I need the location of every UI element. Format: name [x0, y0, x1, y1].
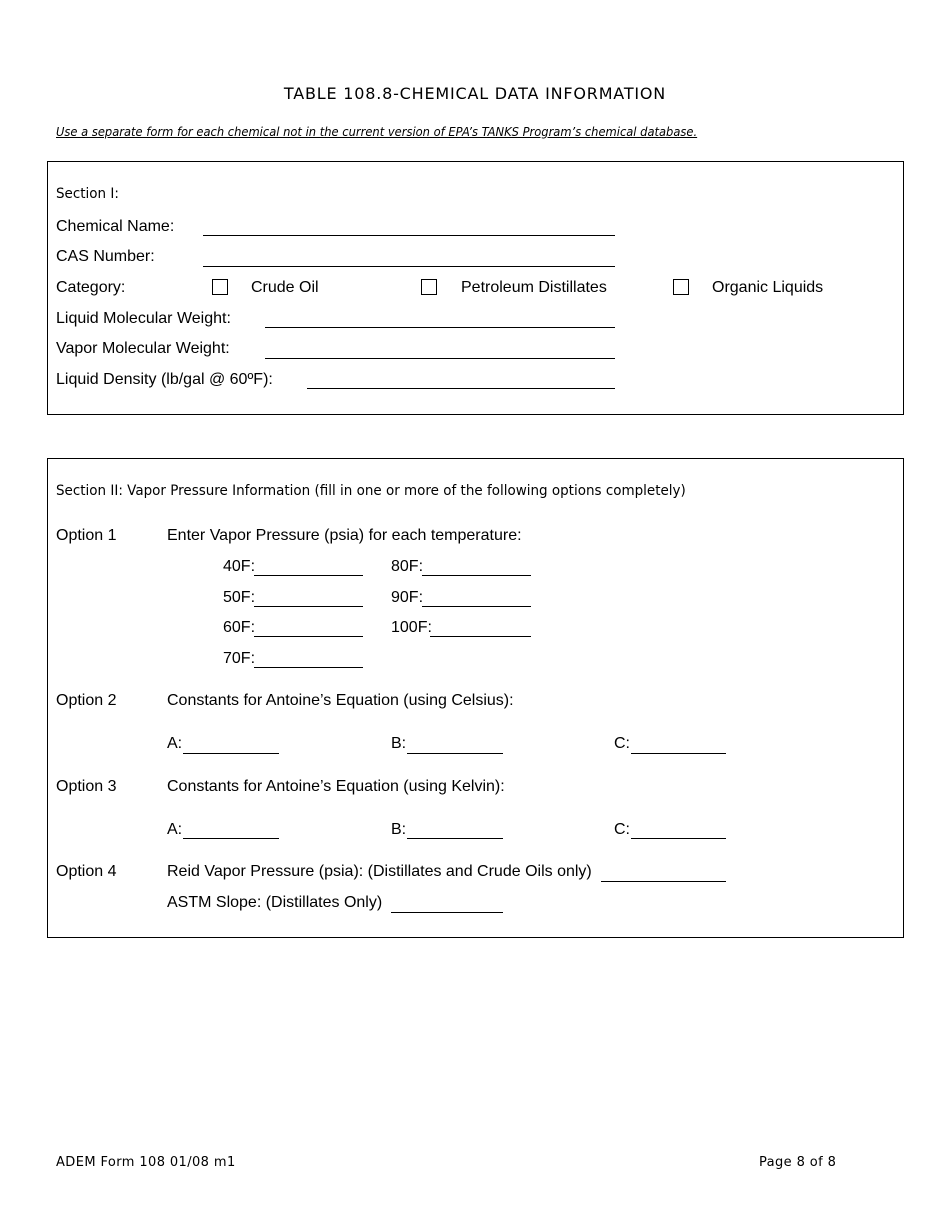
page-title: TABLE 108.8-CHEMICAL DATA INFORMATION: [283, 84, 667, 103]
temp-90f-field[interactable]: [422, 606, 531, 607]
kelvin-b-label: B:: [391, 821, 407, 838]
crude-oil-checkbox[interactable]: [212, 279, 228, 295]
instruction-note: Use a separate form for each chemical not in the current version of EPA’s TANKS Program’s chemical database.: [56, 124, 698, 139]
liquid-mw-field[interactable]: [265, 327, 615, 328]
celsius-a-field[interactable]: [183, 753, 279, 754]
rvp-label: Reid Vapor Pressure (psia): (Distillates and Crude Oils only): [167, 863, 592, 880]
temp-100f-label: 100F:: [391, 619, 432, 636]
temp-90f-label: 90F:: [391, 589, 424, 606]
option-1-label: Option 1: [56, 527, 117, 544]
organic-liquids-label: Organic Liquids: [712, 279, 824, 296]
celsius-c-field[interactable]: [631, 753, 726, 754]
vapor-mw-label: Vapor Molecular Weight:: [56, 340, 230, 357]
form-identifier: ADEM Form 108 01/08 m1: [56, 1155, 236, 1170]
option-3-text: Constants for Antoine’s Equation (using Kelvin):: [167, 778, 505, 795]
temp-80f-field[interactable]: [422, 575, 531, 576]
section-1-heading: Section I:: [56, 186, 119, 202]
temp-40f-label: 40F:: [223, 558, 256, 575]
temp-60f-label: 60F:: [223, 619, 256, 636]
celsius-a-label: A:: [167, 735, 183, 752]
celsius-b-field[interactable]: [407, 753, 503, 754]
celsius-b-label: B:: [391, 735, 407, 752]
kelvin-b-field[interactable]: [407, 838, 503, 839]
astm-slope-field[interactable]: [391, 912, 503, 913]
petroleum-distillates-checkbox[interactable]: [421, 279, 437, 295]
rvp-field[interactable]: [601, 881, 726, 882]
option-1-text: Enter Vapor Pressure (psia) for each temperature:: [167, 527, 522, 544]
temp-80f-label: 80F:: [391, 558, 424, 575]
cas-number-label: CAS Number:: [56, 248, 155, 265]
page-number: Page 8 of 8: [759, 1155, 837, 1170]
crude-oil-label: Crude Oil: [251, 279, 319, 296]
kelvin-a-field[interactable]: [183, 838, 279, 839]
liquid-density-field[interactable]: [307, 388, 615, 389]
chemical-name-label: Chemical Name:: [56, 218, 175, 235]
petroleum-distillates-label: Petroleum Distillates: [461, 279, 607, 296]
temp-70f-label: 70F:: [223, 650, 256, 667]
organic-liquids-checkbox[interactable]: [673, 279, 689, 295]
temp-50f-field[interactable]: [254, 606, 363, 607]
temp-100f-field[interactable]: [430, 636, 531, 637]
category-label: Category:: [56, 279, 126, 296]
temp-50f-label: 50F:: [223, 589, 256, 606]
option-2-text: Constants for Antoine’s Equation (using Celsius):: [167, 692, 514, 709]
temp-40f-field[interactable]: [254, 575, 363, 576]
option-2-label: Option 2: [56, 692, 117, 709]
section-2-heading: Section II: Vapor Pressure Information (fill in one or more of the following options completely): [56, 483, 686, 499]
kelvin-c-field[interactable]: [631, 838, 726, 839]
liquid-density-label: Liquid Density (lb/gal @ 60ºF):: [56, 371, 273, 388]
option-3-label: Option 3: [56, 778, 117, 795]
cas-number-field[interactable]: [203, 266, 615, 267]
kelvin-a-label: A:: [167, 821, 183, 838]
kelvin-c-label: C:: [614, 821, 630, 838]
celsius-c-label: C:: [614, 735, 630, 752]
astm-slope-label: ASTM Slope: (Distillates Only): [167, 894, 383, 911]
option-4-label: Option 4: [56, 863, 117, 880]
temp-70f-field[interactable]: [254, 667, 363, 668]
chemical-name-field[interactable]: [203, 235, 615, 236]
vapor-mw-field[interactable]: [265, 358, 615, 359]
temp-60f-field[interactable]: [254, 636, 363, 637]
liquid-mw-label: Liquid Molecular Weight:: [56, 310, 231, 327]
